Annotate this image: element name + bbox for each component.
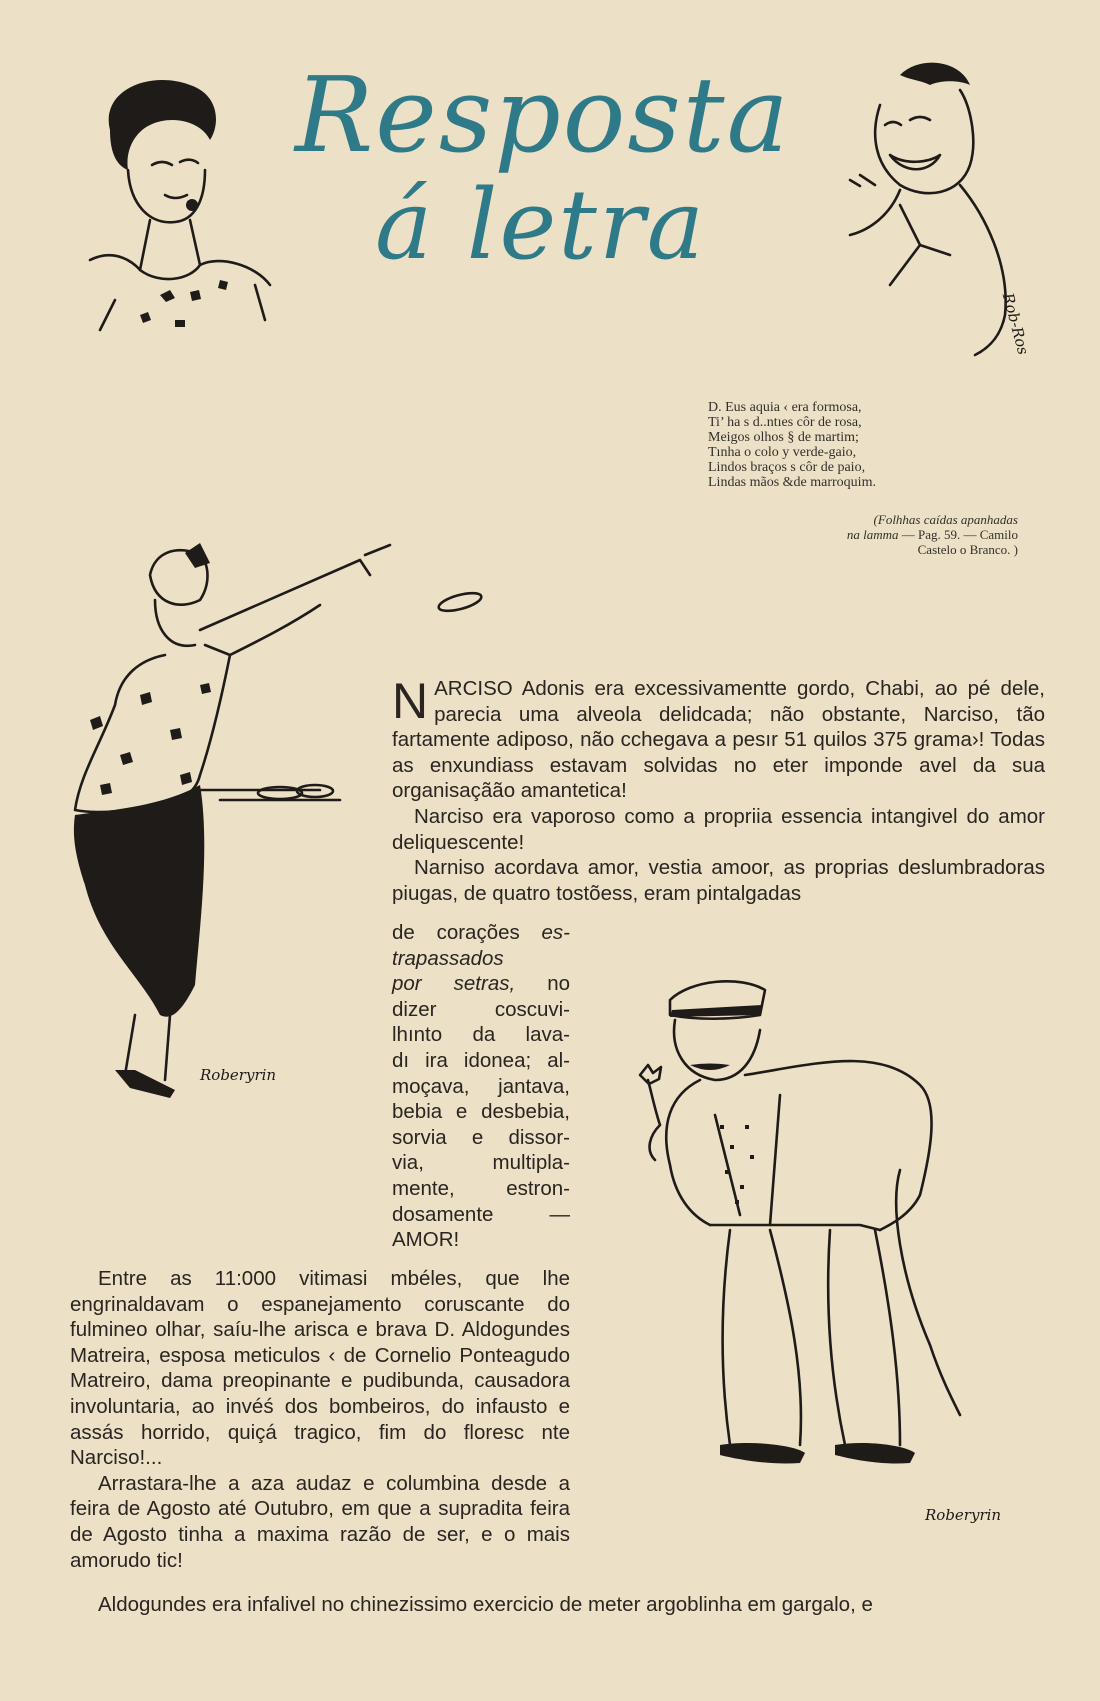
source-title: na lamma <box>846 527 899 542</box>
epigraph-line: Lindos braços s côr de paio, <box>708 460 866 475</box>
signature-man-illustration: Roberyrin <box>925 1506 1002 1524</box>
narrow-line: bebia e desbebia, <box>392 1100 570 1124</box>
woman-portrait-illustration <box>80 70 280 340</box>
article-intro-column <box>392 673 1045 906</box>
article-paragraph-4: Entre as 11:000 vitimasi mbéles, que lhe engrinaldavam o espanejamento coruscante do fulmineo olhar, saíu-lhe arisca e brava D. Aldogundes Matreira, esposa meticulos ‹ de Cornelio Ponteagudo Matreiro, dama preopinante e pudibunda, causadora involuntaria, ao invéś dos bombeiros, do infausto e assás horrido, quiçá tragico, fim do floresc nte Narciso!... <box>70 1267 570 1470</box>
narrow-line: lhınto da lava- <box>392 1023 570 1047</box>
source-end: Castelo o Branco. ) <box>917 542 1018 557</box>
narrow-line <box>392 971 570 997</box>
article-paragraph <box>392 673 1045 804</box>
signature-top-right: Rob-Ros <box>998 291 1033 357</box>
narrow-line: dosamente — <box>392 1202 570 1226</box>
article-paragraph-3: Narniso acordava amor, vestia amoor, as proprias deslumbradoras piugas, de quatro tostõess, eram pintalgadas <box>392 856 1045 905</box>
article-narrow-column <box>392 920 570 1253</box>
epigraph-line: Tınha o colo y verde-gaio, <box>708 445 857 460</box>
signature-woman-illustration: Roberyrin <box>200 1066 277 1084</box>
narrow-line-text: de corações <box>392 921 542 944</box>
source-start: (Folhhas caídas apanhadas <box>873 512 1018 527</box>
epigraph-source <box>708 512 1018 557</box>
narrow-line-italic: es- <box>541 921 570 944</box>
man-portrait-illustration <box>810 55 1033 357</box>
drop-cap: N <box>392 673 429 729</box>
narrow-line: mente, estron- <box>392 1176 570 1200</box>
narrow-line: AMOR! <box>392 1228 460 1252</box>
narrow-line-italic: por setras, <box>392 972 516 996</box>
narrow-line-text: no <box>515 972 570 996</box>
epigraph-line: Meigos olhos § de martim; <box>708 430 859 445</box>
epigraph-line: Lindas mãos &de marroquim. <box>708 475 876 490</box>
narrow-line: via, multipla- <box>392 1151 570 1175</box>
page-title-line-2: á letra <box>375 169 706 281</box>
source-ref: — Pag. 59. — Camilo <box>898 527 1018 542</box>
epigraph-poem <box>708 400 1038 490</box>
narrow-line: dizer coscuvi- <box>392 997 570 1021</box>
narrow-line: dı ira idonea; al- <box>392 1048 570 1072</box>
epigraph-line: Ti’ ha s d..ntıes côr de rosa, <box>708 415 862 430</box>
narrow-line: trapassados <box>392 946 504 970</box>
article-paragraph-6: Aldogundes era infalivel no chinezissimo exercicio de meter argoblinha em gargalo, e <box>98 1593 873 1616</box>
narrow-line: sorvia e dissor- <box>392 1125 570 1149</box>
paragraph-1-text: ARCISO Adonis era excessivamentte gordo, Chabi, ao pé dele, parecia uma alveola delidcada; não obstante, Narciso, tão fartamente adiposo, não cchegava a pesır 51 quilos 375 grama›! Todas as enxundiass estavam solvidas no eter imponde avel da sua organisaçãão amantetica! <box>392 677 1045 803</box>
article-paragraph-5: Arrastara-lhe a aza audaz e columbina desde a feira de Agosto até Outubro, em que a supradita feira de Agosto tinha a maxima razão de ser, e o mais amorudo tic! <box>70 1471 570 1572</box>
narrow-line: moçava, jantava, <box>392 1074 570 1098</box>
article-left-column <box>70 1266 570 1573</box>
epigraph-line: D. Eus aquia ‹ era formosa, <box>708 400 862 415</box>
article-paragraph-2: Narciso era vaporoso como a propriia essencia intangivel do amor deliquescente! <box>392 804 1045 854</box>
narrow-line <box>392 920 570 946</box>
man-with-flower-illustration <box>630 975 1060 1535</box>
page-title-line-1: Resposta <box>295 54 791 176</box>
